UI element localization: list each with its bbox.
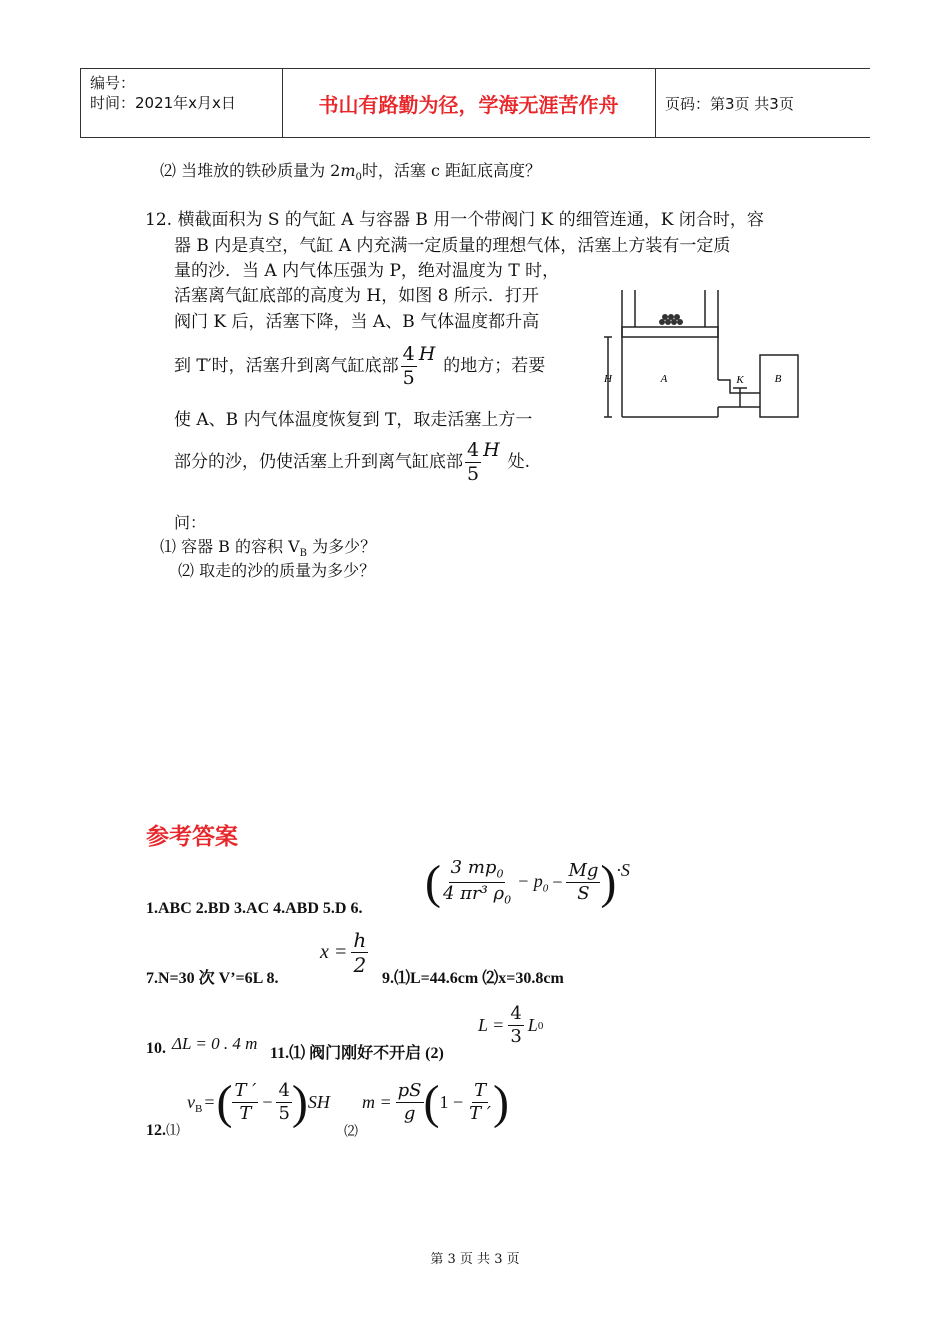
q11-part2 <box>160 160 541 189</box>
paren-right: ) <box>492 1076 509 1129</box>
mid-term: − p <box>517 870 543 891</box>
q11-m: m <box>340 161 356 180</box>
paren-right: ) <box>600 856 617 909</box>
answers-row2a: 7.N=30 次 V’=6L 8. <box>146 970 279 987</box>
row4-label: 12. <box>146 1122 166 1139</box>
sub: 0 <box>496 868 504 881</box>
frac-den: S <box>577 883 590 904</box>
frac-den: g <box>403 1103 416 1124</box>
q12-line8b: 处. <box>507 452 531 472</box>
frac-den: 3 <box>510 1026 522 1047</box>
header-divider <box>655 69 656 137</box>
sub: B <box>195 1102 203 1115</box>
lhs: v <box>187 1092 195 1112</box>
row4-part1: ⑴ <box>166 1124 180 1139</box>
answers-row4a <box>146 1120 180 1140</box>
answer-12-2-formula <box>362 1075 509 1130</box>
frac-8 <box>351 930 368 975</box>
tail: ·S <box>616 860 630 880</box>
frac-num: 4 <box>510 1003 522 1024</box>
frac-12a <box>232 1082 258 1123</box>
paren-left: ( <box>423 1076 440 1129</box>
header-table <box>80 68 870 138</box>
minus: − <box>262 1092 273 1112</box>
frac-num: 4 <box>278 1080 290 1101</box>
time-label: 时间：2021年x月x日 <box>90 94 236 112</box>
answers-row1: 1.ABC 2.BD 3.AC 4.ABD 5.D 6. <box>146 900 363 917</box>
tail: SH <box>307 1092 330 1112</box>
q12-line4: 活塞离气缸底部的高度为 H，如图 8 所示．打开 <box>174 286 539 306</box>
q12-sub1-end: 为多少？ <box>307 537 377 556</box>
container-b <box>760 355 798 417</box>
answer-11-formula <box>478 1005 543 1046</box>
frac-num: T ′ <box>234 1080 257 1101</box>
one-minus: 1 − <box>439 1092 464 1112</box>
number-label: 编号： <box>90 74 136 92</box>
frac-den: T <box>239 1103 252 1124</box>
q12-line6 <box>174 336 545 396</box>
page-footer: 第 3 页 共 3 页 <box>430 1252 520 1267</box>
frac-12d <box>467 1082 493 1123</box>
piston <box>622 327 718 337</box>
sub: 0 <box>537 1019 544 1032</box>
q12-line8 <box>174 432 530 492</box>
q12-line2: 器 B 内是真空，气缸 A 内充满一定质量的理想气体，活塞上方装有一定质 <box>174 236 731 256</box>
var: L <box>527 1015 538 1035</box>
lhs: x = <box>320 941 348 963</box>
q11-text-b: 时，活塞 c 距缸底高度？ <box>361 161 542 180</box>
frac-12c <box>396 1082 424 1123</box>
answer-12-1-formula <box>187 1075 330 1130</box>
q12-ask: 问： <box>174 513 207 532</box>
figure-8 <box>600 285 805 425</box>
frac-var: H <box>483 439 500 461</box>
q11-text-a: ⑵ 当堆放的铁砂质量为 2 <box>160 161 341 180</box>
frac-den: 5 <box>467 462 480 485</box>
frac-num: 4 <box>402 342 415 365</box>
frac-num: T <box>474 1080 487 1101</box>
frac-num: pS <box>397 1080 422 1101</box>
answer-8-formula <box>320 930 368 975</box>
frac-num: Mg <box>568 860 599 881</box>
lhs: m = <box>362 1092 392 1112</box>
frac-6b <box>566 862 600 903</box>
q12-line6a: 到 T′时，活塞升到离气缸底部 <box>174 356 399 376</box>
header-meta <box>90 73 236 113</box>
q12-line1: 12. 横截面积为 S 的气缸 A 与容器 B 用一个带阀门 K 的细管连通，K 闭合时，容 <box>145 210 764 230</box>
frac-den: 4 πr³ ρ <box>442 883 505 904</box>
minus: − <box>552 872 563 892</box>
answer-10-formula: ΔL = 0 . 4 m <box>172 1034 258 1053</box>
frac-den: 2 <box>353 953 367 977</box>
q12-sub1-text: ⑴ 容器 B 的容积 V <box>160 537 300 556</box>
frac-6a <box>441 859 513 905</box>
frac-12b <box>276 1082 291 1123</box>
frac-11 <box>508 1005 523 1046</box>
eq: = <box>204 1092 215 1112</box>
answers-row3a: 10. <box>146 1040 166 1057</box>
frac-den: 5 <box>402 366 415 389</box>
q12-line3: 量的沙．当 A 内气体压强为 P，绝对温度为 T 时， <box>174 261 560 281</box>
fraction-4-5 <box>465 438 481 485</box>
label-b: B <box>774 373 782 385</box>
header-motto: 书山有路勤为径，学海无涯苦作舟 <box>318 92 619 117</box>
label-h: H <box>604 373 612 385</box>
paren-left: ( <box>425 856 441 909</box>
sub: 0 <box>542 882 549 895</box>
q12-sub2: ⑵ 取走的沙的质量为多少？ <box>178 561 376 580</box>
q12-sub1-idx: B <box>299 548 308 560</box>
answer-6-formula <box>425 855 630 910</box>
q12-line5: 阀门 K 后，活塞下降，当 A、B 气体温度都升高 <box>174 312 540 332</box>
answers-row3b: 11.⑴ 阀门刚好不开启 (2) <box>270 1045 444 1062</box>
label-k: K <box>736 374 744 386</box>
lhs: L = <box>478 1015 505 1035</box>
frac-num: 3 mp <box>450 857 497 879</box>
paren-right: ) <box>291 1076 308 1129</box>
label-a: A <box>660 373 668 385</box>
header-divider <box>80 69 81 137</box>
paren-left: ( <box>216 1076 233 1129</box>
frac-num: h <box>353 928 367 952</box>
answers-title: 参考答案 <box>146 824 238 850</box>
frac-den: 5 <box>278 1103 290 1124</box>
q11-sub: 0 <box>355 172 362 184</box>
fraction-4-5 <box>401 342 417 389</box>
q12-line6b: 的地方；若要 <box>443 356 546 376</box>
sand-pile <box>659 314 683 325</box>
frac-var: H <box>418 343 436 365</box>
q12-line8a: 部分的沙，仍使活塞上升到离气缸底部 <box>174 452 463 472</box>
header-page-info: 页码：第3页 共3页 <box>665 94 794 113</box>
answers-row2b: 9.⑴L=44.6cm ⑵x=30.8cm <box>382 970 564 987</box>
frac-num: 4 <box>467 438 480 461</box>
q12-line7: 使 A、B 内气体温度恢复到 T，取走活塞上方一 <box>174 410 533 430</box>
sub: 0 <box>504 893 512 907</box>
frac-den: T ′ <box>469 1103 491 1124</box>
row4-part2: ⑵ <box>344 1124 358 1140</box>
